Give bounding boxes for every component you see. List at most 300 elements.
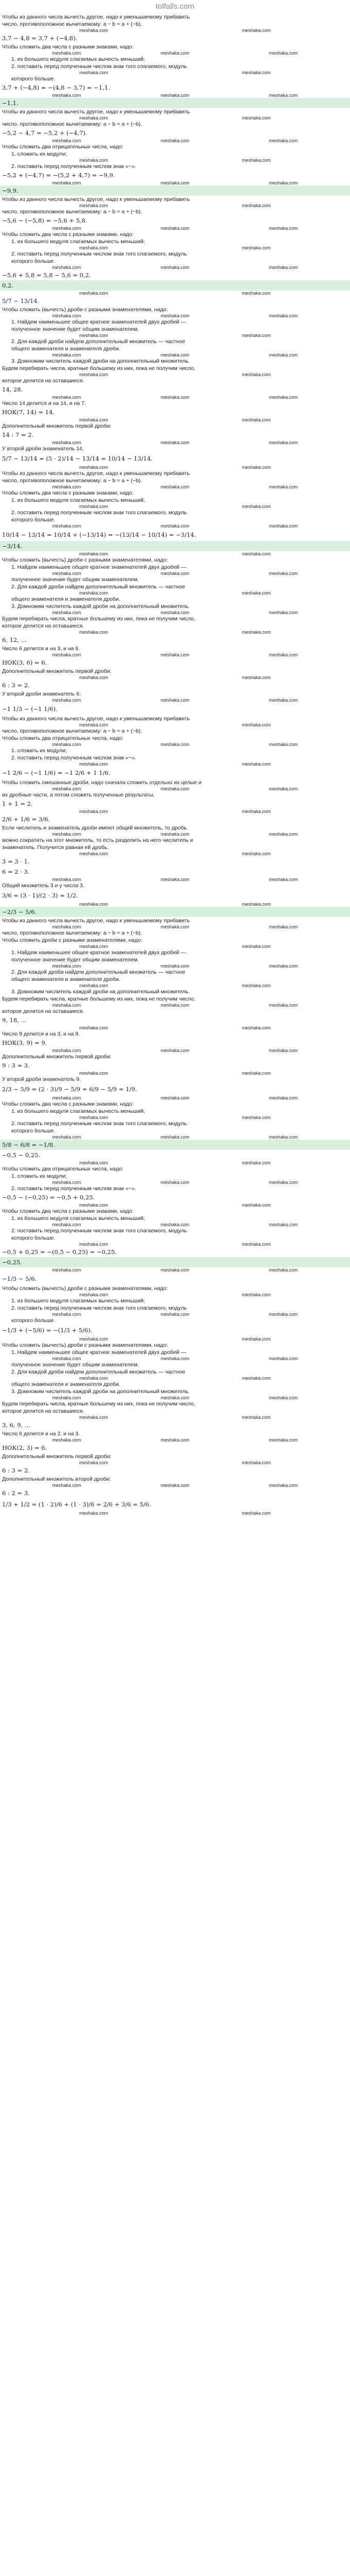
text-line: Общий множитель 3 и у числа 3. (2, 883, 84, 889)
watermark: meshaka.com (79, 1415, 109, 1420)
watermark-row (2, 1180, 348, 1185)
math-line: 5/7 − 13/14. (2, 297, 40, 304)
math-line: −5,2 − 4,7 = −5,2 + (−4,7). (2, 129, 87, 137)
watermark: meshaka.com (269, 652, 298, 657)
watermark: meshaka.com (269, 1312, 298, 1317)
watermark: meshaka.com (241, 1460, 271, 1465)
list-item: 1. из большего модуля слагаемых вычесть меньший; (11, 497, 145, 503)
watermark: meshaka.com (79, 1071, 109, 1076)
watermark: meshaka.com (79, 722, 109, 727)
list-item: общего знаменателя и знаменателя дроби. (11, 976, 120, 982)
watermark-row (2, 1071, 348, 1076)
watermark: meshaka.com (160, 1312, 189, 1317)
watermark: meshaka.com (269, 571, 298, 576)
watermark: meshaka.com (241, 944, 271, 949)
watermark-row (2, 138, 348, 143)
watermark-row (2, 1160, 348, 1165)
list-item: общего знаменателя и знаменателя дроби. (11, 596, 120, 602)
math-line: −5,6 − (−5,8) = −5,6 + 5,8. (2, 217, 87, 224)
list-item: общего знаменателя и знаменателя дроби. (11, 346, 120, 352)
watermark: meshaka.com (52, 571, 81, 576)
text-line: Если числитель и знаменатель дроби имеют общий множитель, то дробь (2, 825, 187, 831)
list-item: которого больше. (11, 1317, 56, 1324)
watermark: meshaka.com (79, 70, 109, 75)
watermark: meshaka.com (269, 395, 298, 400)
list-item: полученное значение будет общим знаменателем. (11, 957, 139, 963)
watermark: meshaka.com (269, 313, 298, 318)
text-line: Число 9 делится и на 3, и на 9. (2, 1031, 80, 1037)
watermark: meshaka.com (79, 1511, 109, 1516)
watermark: meshaka.com (160, 1483, 189, 1488)
text-line: Число 6 делится и на 2, и на 3. (2, 1431, 80, 1437)
watermark-row (2, 226, 348, 231)
watermark: meshaka.com (241, 1025, 271, 1030)
watermark: meshaka.com (269, 180, 298, 185)
math-line: 5/7 − 13/14 = (5 · 2)/14 − 13/14 = 10/14 − 13/14. (2, 455, 153, 462)
watermark: meshaka.com (79, 902, 109, 907)
watermark: meshaka.com (269, 1180, 298, 1185)
watermark: meshaka.com (79, 1160, 109, 1165)
text-line: Чтобы из данного числа вычесть другое, надо к уменьшаемому прибавить (2, 196, 190, 202)
math-line: 3, 6, 9, ... (2, 1421, 30, 1429)
watermark: meshaka.com (52, 698, 81, 703)
watermark: meshaka.com (241, 465, 271, 470)
watermark: meshaka.com (52, 1134, 81, 1140)
math-line: 2/3 − 5/9 = (2 · 3)/9 − 5/9 = 6/9 − 5/9 = 1/9. (2, 1086, 137, 1093)
list-item: 2. Для каждой дроби найдем дополнительный множитель — частное (11, 584, 185, 590)
watermark: meshaka.com (79, 630, 109, 635)
watermark: meshaka.com (79, 1115, 109, 1120)
watermark: meshaka.com (160, 786, 189, 791)
watermark: meshaka.com (160, 1003, 189, 1008)
math-line: 6 : 3 = 2. (2, 1467, 30, 1474)
watermark: meshaka.com (269, 1483, 298, 1488)
watermark: meshaka.com (79, 1376, 109, 1381)
watermark: meshaka.com (160, 313, 189, 318)
watermark: meshaka.com (241, 1115, 271, 1120)
math-line: НОК(2, 3) = 6. (2, 1444, 47, 1451)
watermark: meshaka.com (160, 924, 189, 929)
watermark-row (2, 1048, 348, 1053)
watermark: meshaka.com (52, 352, 81, 358)
text-line: Дополнительный множитель первой дроби: (2, 1054, 112, 1060)
math-line: 14 : 7 = 2. (2, 431, 34, 438)
text-line: Чтобы сложить (вычесть) дроби с разными знаменателями, надо: (2, 1342, 168, 1348)
watermark: meshaka.com (269, 1222, 298, 1227)
watermark-row (2, 465, 348, 470)
text-line: Будем перебирать числа, кратные большему из них, пока не получим число, (2, 1401, 196, 1407)
watermark: meshaka.com (241, 28, 271, 33)
watermark: meshaka.com (79, 809, 109, 814)
text-line: Чтобы сложить два числа с разными знаками, надо: (2, 1208, 134, 1214)
list-item: 3. Домножим числитель каждой дроби на дополнительный множитель. (11, 603, 190, 609)
watermark: meshaka.com (79, 28, 109, 33)
math-line: 6 : 2 = 3. (2, 1489, 30, 1497)
watermark: meshaka.com (269, 484, 298, 489)
watermark: meshaka.com (269, 523, 298, 529)
math-line: −1/3 − 5/6. (2, 1275, 37, 1282)
text-line: Дополнительный множитель второй дроби: (2, 1476, 111, 1482)
list-item: 1. Найдем наименьшее общее кратное знаменателей двух дробей — (11, 1349, 186, 1355)
watermark-row (2, 504, 348, 509)
watermark: meshaka.com (160, 265, 189, 270)
math-line: 3,7 + (−4,8) = −(4,8 − 3,7) = −1,1. (2, 84, 110, 91)
watermark: meshaka.com (269, 924, 298, 929)
text-line: Будем перебирать числа, кратные большему из них, пока не получим число, (2, 616, 196, 622)
watermark: meshaka.com (160, 50, 189, 56)
watermark: meshaka.com (79, 1292, 109, 1297)
watermark: meshaka.com (241, 902, 271, 907)
watermark: meshaka.com (269, 352, 298, 358)
watermark: meshaka.com (52, 1095, 81, 1100)
watermark: meshaka.com (241, 1292, 271, 1297)
watermark: meshaka.com (241, 70, 271, 75)
solution-content (0, 13, 350, 1516)
watermark: meshaka.com (241, 291, 271, 296)
list-item: 1. из большего модуля слагаемых вычесть меньший; (11, 1215, 145, 1222)
watermark: meshaka.com (241, 504, 271, 509)
watermark: meshaka.com (52, 226, 81, 231)
math-line: 9 : 3 = 3. (2, 1062, 30, 1069)
answer-line: −1,1. (0, 98, 350, 108)
watermark: meshaka.com (269, 610, 298, 615)
watermark: meshaka.com (160, 698, 189, 703)
watermark: meshaka.com (52, 1222, 81, 1227)
text-line: Будем перебирать числа, кратные большему из них, пока не получим число, (2, 996, 196, 1002)
watermark: meshaka.com (79, 944, 109, 949)
watermark: meshaka.com (269, 1048, 298, 1053)
text-line: их дробные части, а потом сложить полученные результаты. (2, 792, 155, 798)
watermark: meshaka.com (241, 1071, 271, 1076)
watermark: meshaka.com (52, 924, 81, 929)
answer-line: −3/14. (0, 541, 350, 551)
text-line: которое делится на оставшиеся. (2, 1008, 84, 1014)
watermark: meshaka.com (241, 1202, 271, 1208)
watermark: meshaka.com (160, 1356, 189, 1361)
watermark: meshaka.com (269, 1395, 298, 1400)
watermark: meshaka.com (269, 877, 298, 882)
math-line: −0,5 − (−0,25) = −0,5 + 0,25. (2, 1194, 95, 1201)
watermark: meshaka.com (160, 571, 189, 576)
watermark-row (2, 1134, 348, 1140)
watermark: meshaka.com (160, 1437, 189, 1443)
math-line: 1 + 1 = 2. (2, 800, 33, 807)
list-item: 1. сложить их модули; (11, 1173, 67, 1179)
watermark-row (2, 590, 348, 596)
text-line: Чтобы сложить два отрицательных числа, надо: (2, 1166, 124, 1172)
watermark-row (2, 28, 348, 33)
text-line: число, противоположное вычитаемому: a − b = a + (−b). (2, 930, 142, 936)
watermark-row (2, 1483, 348, 1488)
watermark: meshaka.com (241, 1160, 271, 1165)
list-item: общего знаменателя и знаменателя дроби. (11, 1381, 120, 1387)
math-line: 9, 18, ... (2, 1016, 27, 1024)
math-line: −1 2/6 − (−1 1/6) = −1 2/6 + 1 1/6. (2, 769, 111, 776)
watermark-row (2, 1242, 348, 1247)
watermark-row (2, 1222, 348, 1227)
watermark-row (2, 742, 348, 747)
watermark: meshaka.com (241, 1511, 271, 1516)
watermark: meshaka.com (52, 1356, 81, 1361)
watermark: meshaka.com (241, 675, 271, 680)
list-item: 2. поставить перед полученным числом знак «−». (11, 1185, 136, 1192)
watermark: meshaka.com (52, 1048, 81, 1053)
watermark: meshaka.com (52, 313, 81, 318)
watermark-row (2, 440, 348, 445)
watermark: meshaka.com (241, 851, 271, 856)
watermark: meshaka.com (241, 417, 271, 422)
watermark-row (2, 698, 348, 703)
watermark: meshaka.com (79, 158, 109, 163)
watermark: meshaka.com (241, 590, 271, 596)
answer-line: 5/8 − 6/8 = −1/8. (0, 1140, 350, 1150)
watermark: meshaka.com (269, 1095, 298, 1100)
answer-line: −2/3 − 5/6. (0, 907, 350, 917)
watermark: meshaka.com (79, 1460, 109, 1465)
list-item: 2. поставить перед полученным числом знак «−». (11, 755, 136, 761)
math-line: 3 = 3 · 1. (2, 858, 30, 865)
text-line: число, противоположное вычитаемому: a − b = a + (−b). (2, 21, 142, 27)
watermark: meshaka.com (160, 877, 189, 882)
watermark: meshaka.com (52, 138, 81, 143)
list-item: которого больше. (11, 258, 56, 264)
answer-line: 0,2. (0, 280, 350, 291)
math-line: 6 : 3 = 2. (2, 682, 30, 689)
watermark: meshaka.com (79, 333, 109, 338)
watermark: meshaka.com (79, 245, 109, 250)
watermark: meshaka.com (160, 395, 189, 400)
watermark: meshaka.com (160, 832, 189, 837)
text-line: У второй дроби знаменатель 6. (2, 691, 81, 697)
list-item: полученное значение будет общим знаменателем. (11, 577, 139, 583)
watermark-row (2, 652, 348, 657)
watermark-row (2, 245, 348, 250)
watermark: meshaka.com (160, 440, 189, 445)
watermark: meshaka.com (269, 265, 298, 270)
watermark-row (2, 93, 348, 98)
watermark: meshaka.com (160, 610, 189, 615)
watermark: meshaka.com (79, 372, 109, 377)
site-title[interactable]: tolfalls.com (155, 2, 195, 11)
text-line: Дополнительный множитель первой дроби: (2, 423, 112, 429)
watermark-row (2, 1376, 348, 1381)
text-line: Чтобы из данного числа вычесть другое, надо к уменьшаемому прибавить (2, 918, 190, 924)
math-line: 3/6 = (3 · 1)/(2 · 3) = 1/2. (2, 892, 78, 899)
watermark: meshaka.com (160, 226, 189, 231)
watermark-row (2, 417, 348, 422)
watermark: meshaka.com (241, 158, 271, 163)
text-line: Чтобы сложить (вычесть) дроби с разными знаменателями, надо: (2, 307, 168, 313)
text-line: Чтобы сложить два числа с разными знаками, надо: (2, 490, 134, 496)
text-line: Чтобы сложить два числа с разными знаками, надо: (2, 44, 134, 50)
list-item: которого больше. (11, 517, 56, 523)
watermark-row (2, 265, 348, 270)
list-item: 2. Для каждой дроби найдем дополнительный множитель — частное (11, 969, 185, 975)
watermark: meshaka.com (52, 1483, 81, 1488)
math-line: −5,6 + 5,8 = 5,8 − 5,6 = 0,2. (2, 272, 91, 279)
watermark: meshaka.com (160, 1095, 189, 1100)
watermark-row (2, 786, 348, 791)
watermark: meshaka.com (269, 226, 298, 231)
watermark: meshaka.com (160, 1048, 189, 1053)
watermark-row (2, 924, 348, 929)
watermark: meshaka.com (52, 1312, 81, 1317)
watermark: meshaka.com (269, 698, 298, 703)
list-item: 3. Домножим числитель каждой дроби на дополнительный множитель. (11, 358, 190, 364)
watermark: meshaka.com (160, 1267, 189, 1273)
text-line: Будем перебирать числа, кратные большему из них, пока не получим число, (2, 365, 196, 371)
watermark-row (2, 761, 348, 767)
watermark-row (2, 1115, 348, 1120)
watermark: meshaka.com (79, 851, 109, 856)
watermark: meshaka.com (269, 1437, 298, 1443)
watermark: meshaka.com (269, 832, 298, 837)
list-item: 2. поставить перед полученным числом знак «−». (11, 163, 136, 170)
watermark: meshaka.com (79, 983, 109, 988)
list-item: полученное значение будет общим знаменателем. (11, 326, 139, 332)
math-line: −1/3 + (−5/6) = −(1/3 + 5/6). (2, 1327, 93, 1334)
watermark: meshaka.com (241, 1415, 271, 1420)
watermark: meshaka.com (160, 963, 189, 969)
watermark: meshaka.com (241, 809, 271, 814)
math-line: НОК(3, 6) = 6. (2, 659, 47, 666)
watermark: meshaka.com (52, 877, 81, 882)
text-line: Чтобы сложить (вычесть) дроби с разными знаменателями, надо: (2, 1285, 168, 1292)
watermark: meshaka.com (269, 138, 298, 143)
text-line: Число 6 делится и на 3, и на 6. (2, 646, 80, 652)
text-line: число, противоположное вычитаемому: a − b = a + (−b). (2, 478, 142, 484)
watermark: meshaka.com (52, 1395, 81, 1400)
watermark: meshaka.com (241, 1336, 271, 1342)
watermark-row (2, 291, 348, 296)
watermark: meshaka.com (79, 417, 109, 422)
text-line: У второй дроби знаменатель 9. (2, 1076, 81, 1082)
watermark-row (2, 372, 348, 377)
watermark: meshaka.com (241, 245, 271, 250)
text-line: У второй дроби знаменатель 14. (2, 446, 84, 452)
math-line: 14, 28. (2, 386, 23, 393)
watermark-row (2, 902, 348, 907)
watermark-row (2, 809, 348, 814)
watermark: meshaka.com (52, 963, 81, 969)
watermark: meshaka.com (52, 786, 81, 791)
watermark-row (2, 630, 348, 635)
math-line: НОК(3, 9) = 9. (2, 1039, 47, 1046)
watermark-row (2, 395, 348, 400)
watermark: meshaka.com (269, 963, 298, 969)
watermark: meshaka.com (52, 93, 81, 98)
list-item: полученное значение будет общим знаменателем. (11, 1362, 139, 1368)
watermark: meshaka.com (79, 1202, 109, 1208)
text-line: Чтобы из данного числа вычесть другое, надо к уменьшаемому прибавить (2, 470, 190, 477)
text-line: число, противоположное вычитаемому: a − b = a + (−b). (2, 209, 142, 215)
watermark: meshaka.com (79, 761, 109, 767)
watermark-row (2, 551, 348, 556)
watermark-row (2, 1312, 348, 1317)
watermark-row (2, 1202, 348, 1208)
text-line: Чтобы из данного числа вычесть другое, надо к уменьшаемому прибавить (2, 14, 190, 20)
math-line: −5,2 + (−4,7) = −(5,2 + 4,7) = −9,9. (2, 172, 115, 179)
list-item: 2. поставить перед полученным числом знак того слагаемого, модуль (11, 1228, 187, 1234)
watermark-row (2, 352, 348, 358)
list-item: которого больше. (11, 1235, 56, 1241)
text-line: которое делится на оставшиеся. (2, 378, 84, 384)
watermark: meshaka.com (269, 1134, 298, 1140)
watermark: meshaka.com (79, 1336, 109, 1342)
watermark: meshaka.com (52, 484, 81, 489)
watermark: meshaka.com (241, 1242, 271, 1247)
watermark: meshaka.com (160, 1180, 189, 1185)
watermark: meshaka.com (79, 504, 109, 509)
list-item: 1. из большего модуля слагаемых вычесть меньший; (11, 1298, 145, 1304)
list-item: 1. сложить их модули; (11, 151, 67, 157)
text-line: Чтобы сложить два отрицательных числа, надо: (2, 144, 124, 150)
text-line: знаменатель. Получится равная ей дробь. (2, 844, 109, 851)
text-line: число, противоположное вычитаемому: a − b = a + (−b). (2, 728, 142, 734)
text-line: которое делится на оставшиеся. (2, 623, 84, 629)
watermark: meshaka.com (269, 1267, 298, 1273)
watermark-row (2, 484, 348, 489)
watermark: meshaka.com (160, 138, 189, 143)
watermark: meshaka.com (160, 742, 189, 747)
watermark-row (2, 675, 348, 680)
math-line: −0,5 − 0,25. (2, 1151, 41, 1159)
watermark: meshaka.com (52, 50, 81, 56)
watermark-row (2, 1415, 348, 1420)
text-line: Чтобы сложить дроби с разными знаменателями, надо: (2, 937, 143, 943)
watermark: meshaka.com (79, 1242, 109, 1247)
watermark: meshaka.com (79, 465, 109, 470)
watermark: meshaka.com (241, 115, 271, 121)
watermark: meshaka.com (160, 484, 189, 489)
math-line: 10/14 − 13/14 = 10/14 + (−13/14) = −(13/14 − 10/14) = −3/14. (2, 531, 196, 538)
math-line: 2/6 + 1/6 = 3/6. (2, 816, 50, 823)
list-item: 1. сложить их модули; (11, 748, 67, 754)
watermark: meshaka.com (52, 1003, 81, 1008)
watermark-row (2, 610, 348, 615)
watermark: meshaka.com (269, 440, 298, 445)
list-item: которого больше. (11, 76, 56, 82)
watermark-row (2, 1003, 348, 1008)
list-item: 1. из большего модуля слагаемых вычесть меньший; (11, 1108, 145, 1114)
math-line: 1/3 + 1/2 = (1 · 2)/6 + (1 · 3)/6 = 2/6 + 3/6 = 5/6. (2, 1501, 151, 1508)
watermark-row (2, 313, 348, 318)
watermark-row (2, 70, 348, 75)
list-item: 2. Для каждой дроби найдем дополнительный множитель — частное (11, 1369, 185, 1375)
watermark-row (2, 115, 348, 121)
list-item: 3. Домножим числитель каждой дроби на дополнительный множитель. (11, 989, 190, 995)
watermark: meshaka.com (160, 523, 189, 529)
watermark: meshaka.com (269, 742, 298, 747)
math-line: −1 1/3 − (−1 1/6). (2, 705, 58, 713)
watermark-row (2, 158, 348, 163)
list-item: 1. из большего модуля слагаемых вычесть меньший; (11, 56, 145, 62)
watermark: meshaka.com (241, 983, 271, 988)
watermark: meshaka.com (160, 1134, 189, 1140)
math-line: 6 = 2 · 3. (2, 868, 30, 875)
watermark: meshaka.com (269, 1356, 298, 1361)
watermark: meshaka.com (52, 265, 81, 270)
text-line: Число 14 делится и на 14, и на 7. (2, 400, 86, 406)
watermark: meshaka.com (160, 352, 189, 358)
watermark: meshaka.com (52, 440, 81, 445)
watermark: meshaka.com (52, 1437, 81, 1443)
text-line: Чтобы сложить смешанные дроби, надо сначала сложить отдельно их целые и (2, 779, 202, 786)
list-item: которого больше. (11, 1128, 56, 1134)
watermark: meshaka.com (241, 761, 271, 767)
math-line: НОК(7, 14) = 14. (2, 409, 55, 416)
math-line: 3,7 − 4,8 = 3,7 + (−4,8). (2, 35, 78, 42)
